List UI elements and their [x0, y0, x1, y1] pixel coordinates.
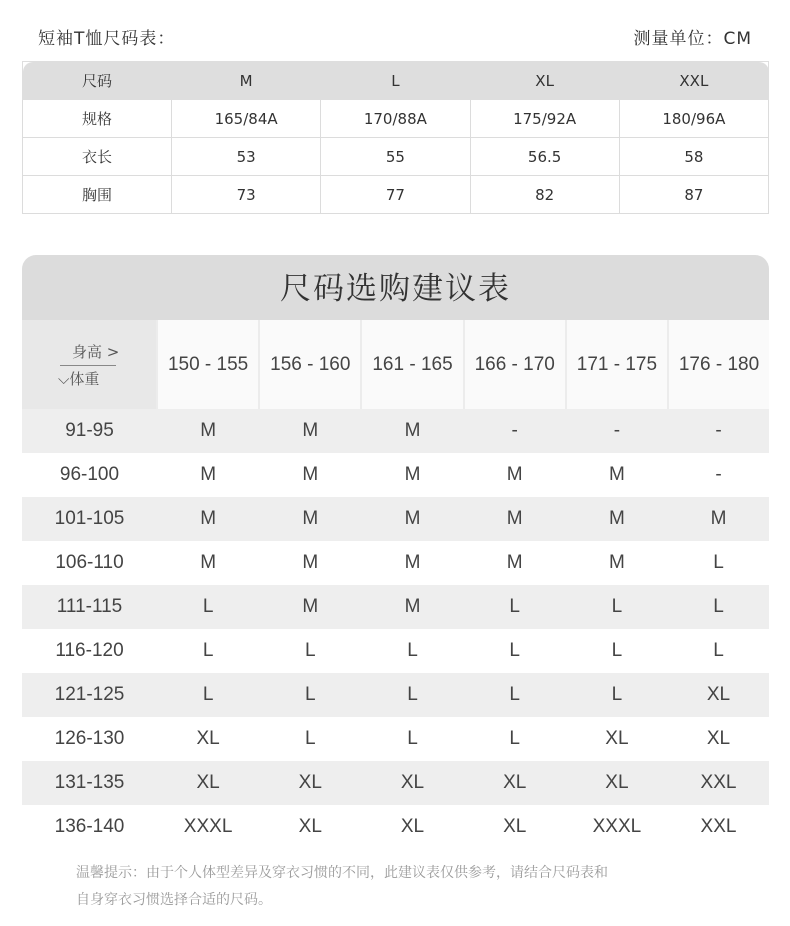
column-header: XXL	[619, 62, 768, 100]
size-chart-table	[22, 61, 769, 214]
size-cell: M	[259, 497, 361, 541]
row-label: 规格	[23, 100, 172, 138]
size-cell: M	[464, 497, 566, 541]
page-title: 短袖T恤尺码表：	[38, 29, 176, 49]
size-cell: L	[464, 585, 566, 629]
size-cell: XL	[259, 761, 361, 805]
size-cell: L	[566, 673, 668, 717]
size-cell: M	[668, 497, 769, 541]
size-cell: XL	[361, 805, 463, 849]
size-cell: M	[361, 541, 463, 585]
column-header: 尺码	[23, 62, 172, 100]
size-cell: M	[157, 541, 259, 585]
size-cell: L	[566, 585, 668, 629]
weight-range-label: 126-130	[22, 717, 157, 761]
size-cell: L	[259, 629, 361, 673]
height-axis-label: 身高 >	[72, 343, 120, 361]
table-row	[22, 717, 769, 761]
table-row	[22, 497, 769, 541]
size-cell: L	[157, 629, 259, 673]
height-range-header: 171 - 175	[566, 320, 668, 409]
table-row	[22, 629, 769, 673]
size-cell: -	[668, 409, 769, 453]
height-range-header: 161 - 165	[361, 320, 463, 409]
size-cell: XXXL	[157, 805, 259, 849]
divider	[60, 365, 116, 366]
table-cell: 170/88A	[321, 100, 470, 138]
size-cell: XL	[464, 805, 566, 849]
size-cell: L	[259, 673, 361, 717]
row-label: 衣长	[23, 138, 172, 176]
table-cell: 175/92A	[470, 100, 619, 138]
size-cell: M	[259, 585, 361, 629]
table-cell: 87	[619, 176, 768, 214]
column-header: XL	[470, 62, 619, 100]
size-recommendation-card	[22, 255, 769, 850]
size-cell: XL	[157, 761, 259, 805]
size-cell: M	[566, 497, 668, 541]
page-header	[38, 24, 752, 52]
column-header: L	[321, 62, 470, 100]
table-cell: 180/96A	[619, 100, 768, 138]
size-cell: L	[157, 585, 259, 629]
tip-note	[76, 860, 736, 914]
size-cell: XL	[668, 717, 769, 761]
weight-range-label: 101-105	[22, 497, 157, 541]
column-header: M	[172, 62, 321, 100]
table-cell: 73	[172, 176, 321, 214]
size-cell: M	[361, 409, 463, 453]
tip-line: 自身穿衣习惯选择合适的尺码。	[76, 892, 272, 908]
size-cell: XL	[464, 761, 566, 805]
size-cell: XL	[566, 761, 668, 805]
size-cell: M	[464, 541, 566, 585]
table-row	[22, 409, 769, 453]
size-cell: M	[464, 453, 566, 497]
table-cell: 165/84A	[172, 100, 321, 138]
recommendation-title: 尺码选购建议表	[22, 255, 769, 320]
size-cell: M	[259, 453, 361, 497]
table-row	[23, 176, 769, 214]
measurement-unit: 测量单位：CM	[633, 29, 752, 49]
size-cell: L	[464, 717, 566, 761]
size-cell: XXXL	[566, 805, 668, 849]
size-cell: L	[157, 673, 259, 717]
table-row	[22, 453, 769, 497]
weight-range-label: 131-135	[22, 761, 157, 805]
table-row	[22, 585, 769, 629]
size-cell: XXL	[668, 805, 769, 849]
size-cell: M	[566, 541, 668, 585]
table-row	[22, 673, 769, 717]
size-cell: L	[361, 629, 463, 673]
tip-line: 温馨提示：由于个人体型差异及穿衣习惯的不同，此建议表仅供参考，请结合尺码表和	[76, 865, 608, 881]
table-cell: 53	[172, 138, 321, 176]
size-cell: L	[464, 673, 566, 717]
height-range-header: 156 - 160	[259, 320, 361, 409]
size-cell: XL	[668, 673, 769, 717]
height-range-header: 166 - 170	[464, 320, 566, 409]
size-cell: L	[668, 585, 769, 629]
table-cell: 58	[619, 138, 768, 176]
weight-range-label: 96-100	[22, 453, 157, 497]
size-cell: L	[259, 717, 361, 761]
size-cell: -	[668, 453, 769, 497]
size-cell: L	[566, 629, 668, 673]
size-cell: XL	[566, 717, 668, 761]
table-cell: 77	[321, 176, 470, 214]
size-cell: XL	[157, 717, 259, 761]
height-range-header: 150 - 155	[157, 320, 259, 409]
size-cell: XL	[259, 805, 361, 849]
table-row	[22, 541, 769, 585]
weight-range-label: 91-95	[22, 409, 157, 453]
recommendation-table	[22, 320, 769, 849]
size-cell: -	[464, 409, 566, 453]
weight-range-label: 106-110	[22, 541, 157, 585]
table-cell: 56.5	[470, 138, 619, 176]
table-row	[23, 138, 769, 176]
height-range-header: 176 - 180	[668, 320, 769, 409]
weight-range-label: 116-120	[22, 629, 157, 673]
size-cell: XXL	[668, 761, 769, 805]
table-row	[22, 805, 769, 849]
table-row	[23, 100, 769, 138]
size-cell: L	[668, 629, 769, 673]
weight-range-label: 136-140	[22, 805, 157, 849]
weight-axis-label: ⌵体重	[58, 370, 100, 388]
table-cell: 82	[470, 176, 619, 214]
size-chart-header-row	[23, 62, 769, 100]
size-cell: M	[259, 541, 361, 585]
size-cell: L	[361, 717, 463, 761]
size-cell: M	[566, 453, 668, 497]
size-cell: L	[464, 629, 566, 673]
size-cell: M	[157, 497, 259, 541]
weight-range-label: 111-115	[22, 585, 157, 629]
size-cell: M	[157, 409, 259, 453]
size-cell: M	[259, 409, 361, 453]
corner-cell	[22, 320, 157, 409]
size-cell: L	[361, 673, 463, 717]
row-label: 胸围	[23, 176, 172, 214]
table-cell: 55	[321, 138, 470, 176]
table-row	[22, 761, 769, 805]
size-cell: XL	[361, 761, 463, 805]
size-cell: M	[361, 585, 463, 629]
height-header-row	[22, 320, 769, 409]
size-cell: M	[157, 453, 259, 497]
size-cell: M	[361, 497, 463, 541]
weight-range-label: 121-125	[22, 673, 157, 717]
size-cell: -	[566, 409, 668, 453]
size-cell: M	[361, 453, 463, 497]
size-cell: L	[668, 541, 769, 585]
